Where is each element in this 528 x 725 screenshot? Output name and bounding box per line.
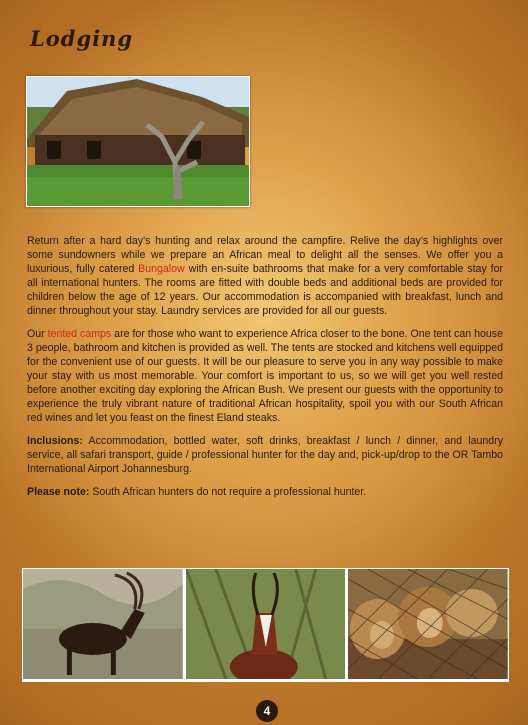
tented-camps-highlight: tented camps (47, 328, 112, 340)
page-title: Lodging (30, 26, 134, 51)
antelope-photo (186, 569, 346, 679)
bungalow-highlight: Bungalow (138, 263, 185, 275)
note-text: South African hunters do not require a professional hunter. (89, 486, 367, 498)
sable-antelope-photo (23, 569, 183, 679)
body-text (27, 234, 503, 508)
lions-photo (348, 569, 508, 679)
text: with en-suite bathrooms that make for a very comfortable stay for all international hunters. The rooms are fitted with double beds and additional beds are provided for children below the age of 12 years. Our accommodation is accompanied with breakfast, lunch and dinner throughout your stay. Laundry services are provided for all our guests. (27, 263, 503, 317)
lodge-photo (26, 76, 250, 207)
page-number: 4 (256, 700, 278, 722)
text: are for those who want to experience Africa closer to the bone. One tent can house 3 people, bathroom and kitchen is provided as well. The tents are stocked and kitchens well equipped for the convenient use of our guests. It will be our pleasure to serve you in any way possible to make your stay with us most memorable. Your comfort is important to us, so we will get you well rested before another exciting day exploring the African Bush. We present our guests with the opportunity to experience the truly vibrant nature of traditional African hospitality, spoil you with our South African red wines and let you feast on the finest Eland steaks. (27, 328, 503, 424)
note-label: Please note: (27, 486, 90, 498)
paragraph-note (27, 485, 503, 499)
inclusions-label: Inclusions: (27, 435, 83, 447)
text: Return after a hard day's hunting and relax around the campfire. Relive the day's highlights over some sundowners while we prepare an African meal to delight all the senses. We offer you a luxurious, fully catered (27, 235, 503, 275)
text: Our (27, 328, 48, 340)
inclusions-text: Accommodation, bottled water, soft drinks, breakfast / lunch / dinner, and laundry service, all safari transport, guide / professional hunter for the day and, pick-up/drop to the OR Tambo International Airport Johannesburg. (27, 435, 503, 475)
photo-strip (22, 568, 509, 682)
paragraph-bungalow (27, 234, 503, 318)
paragraph-tented-camps (27, 327, 503, 425)
paragraph-inclusions (27, 434, 503, 476)
